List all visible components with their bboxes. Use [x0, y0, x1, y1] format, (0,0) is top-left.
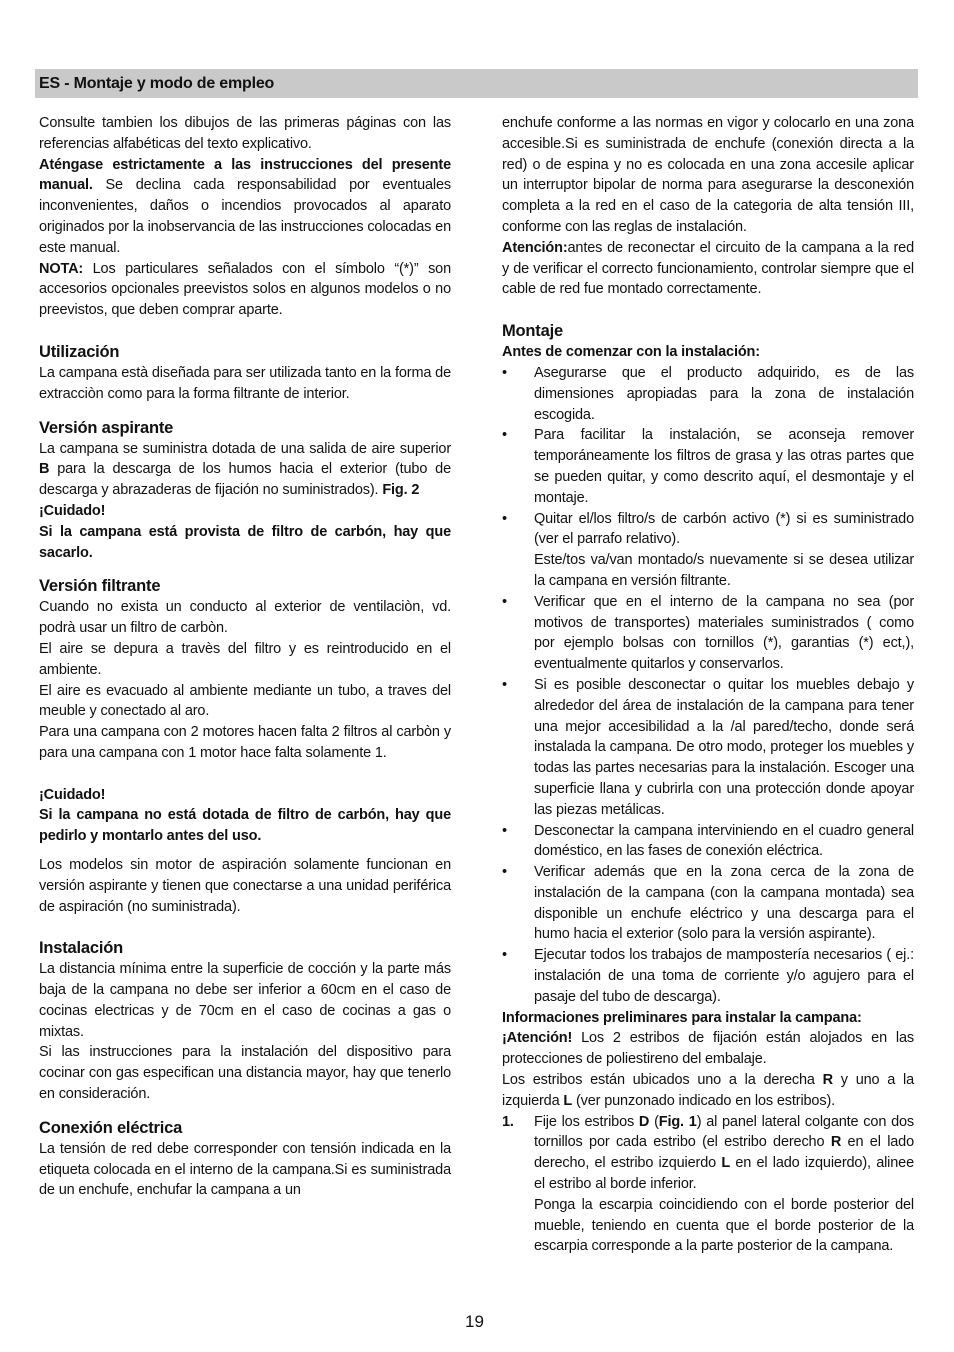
- step-item: [502, 1112, 914, 1258]
- prelim-heading: Informaciones preliminares para instalar la campana:: [502, 1009, 862, 1026]
- aspirante-caution: ¡Cuidado!: [39, 502, 106, 519]
- list-item: [502, 592, 914, 675]
- prelim-text-c: (ver punzonado indicado en los estribos).: [572, 1092, 836, 1109]
- step-text-a: Fije los estribos: [534, 1113, 639, 1130]
- aspirante-text-2: para la descarga de los humos hacia el exterior (tubo de descarga y abrazaderas de fijación no suministrados).: [39, 461, 451, 499]
- instalacion-heading: Instalación: [39, 939, 123, 958]
- prelim-atencion: [502, 1028, 914, 1070]
- step-text-e: en el lado izquierdo), alinee el estribo al borde inferior.: [534, 1155, 914, 1193]
- conexion-heading: Conexión eléctrica: [39, 1118, 183, 1137]
- list-item-text: Desconectar la campana interviniendo en el cuadro general doméstico, en las fases de conexión eléctrica.: [534, 822, 914, 860]
- list-item-text-extra: Este/tos va/van montado/s nuevamente si se desea utilizar la campana en versión filtrante.: [534, 552, 914, 589]
- list-item: [502, 425, 914, 508]
- aspirante-text: [39, 439, 451, 501]
- prelim-ref-l: L: [563, 1092, 573, 1109]
- step-ref-d: D: [638, 1113, 650, 1130]
- bullet-icon: •: [502, 676, 507, 693]
- filtrante-caution: ¡Cuidado!: [39, 786, 106, 803]
- prelim-atencion-text: Los 2 estribos de fijación están alojados en las protecciones de poliestireno del embalaje.: [502, 1030, 914, 1068]
- montaje-heading: Montaje: [502, 322, 563, 341]
- right-column: [502, 113, 914, 1257]
- list-item-text: Para facilitar la instalación, se aconseja remover temporáneamente los filtros de grasa y las otras partes que se pueden quitar, y como descrito aquí, el desmontaje y el montaje.: [534, 427, 914, 506]
- intro-warning-text: Se declina cada responsabilidad por eventuales inconvenientes, daños o incendios provocados al aparato originados por la inobservancia de las instrucciones colocadas en este manual.: [39, 177, 451, 256]
- atencion-label: Atención:: [502, 239, 568, 256]
- filtrante-p3: El aire es evacuado al ambiente mediante un tubo, a traves del meuble y conectado al aro.: [39, 682, 451, 720]
- prelim-text-a: Los estribos están ubicados uno a la derecha: [502, 1072, 823, 1089]
- aspirante-text-1: La campana se suministra dotada de una salida de aire superior: [39, 440, 451, 457]
- prelim-atencion-label: ¡Atención!: [502, 1030, 573, 1047]
- filtrante-p4: Para una campana con 2 motores hacen falta 2 filtros al carbòn y para una campana con 1 motor hace falta solamente 1.: [39, 724, 451, 761]
- aspirante-heading: Versión aspirante: [39, 418, 174, 437]
- nota-paragraph: [39, 259, 451, 321]
- filtrante-p5: Los modelos sin motor de aspiración solamente funcionan en versión aspirante y tienen que conectarse a una unidad periférica de aspiración (no suministrada).: [39, 856, 451, 915]
- list-item: [502, 363, 914, 425]
- prelim-estribos: [502, 1070, 914, 1112]
- conexion-continued: enchufe conforme a las normas en vigor y colocarlo en una zona accesible.Si es suministrada de enchufe (conexión directa a la red) o de espina y no es colocada en una zona accesile aplicar un interruptor bipolar de norma para asegurarse la desconexión completa a la red en el caso de la categoria de alta tensión III, conforme con las reglas de instalación.: [502, 115, 914, 235]
- section-header-bar: [35, 69, 918, 98]
- left-column: [39, 113, 451, 1201]
- prelim-ref-r: R: [822, 1072, 833, 1089]
- aspirante-ref-b: B: [39, 461, 50, 478]
- list-item: [502, 509, 914, 592]
- filtrante-p2: El aire se depura a travès del filtro y es reintroducido en el ambiente.: [39, 640, 451, 678]
- filtrante-warning: Si la campana no está dotada de filtro de carbón, hay que pedirlo y montarlo antes del uso.: [39, 807, 451, 845]
- prelim-text-b: y uno a la izquierda: [502, 1072, 914, 1109]
- list-item: [502, 862, 914, 945]
- step-text-d: en el lado derecho, el estribo izquierdo: [534, 1134, 915, 1172]
- nota-label: NOTA:: [39, 260, 84, 277]
- intro-paragraph: Consulte tambien los dibujos de las primeras páginas con las referencias alfabéticas del texto explicativo.: [39, 115, 451, 152]
- conexion-p1: La tensión de red debe corresponder con tensión indicada en la etiqueta colocada en el interno de la campana.Si es suministrada de un enchufe, enchufar la campana a un: [39, 1140, 451, 1199]
- nota-text: Los particulares señalados con el símbolo “(*)” son accesorios opcionales preevistos solos en algunos modelos o no preevistos, que deben comprar aparte.: [39, 260, 451, 319]
- instalacion-p1: La distancia mínima entre la superficie de cocción y la parte más baja de la campana no debe ser inferior a 60cm en el caso de cocinas electricas y de 70cm en el caso de cocinas a gas o mixtas.: [39, 961, 451, 1040]
- step-ref-r: R: [830, 1134, 842, 1151]
- filtrante-p1: Cuando no exista un conducto al exterior de ventilaciòn, vd. podrà usar un filtro de carbòn.: [39, 599, 451, 637]
- bullet-icon: •: [502, 364, 507, 381]
- atencion-paragraph: [502, 238, 914, 300]
- aspirante-warning: Si la campana está provista de filtro de carbón, hay que sacarlo.: [39, 523, 451, 561]
- aspirante-fig-ref: Fig. 2: [382, 482, 420, 499]
- page-number: 19: [465, 1312, 484, 1331]
- instalacion-p2: Si las instrucciones para la instalación del dispositivo para cocinar con gas especifican una distancia mayor, hay que tenerlo en consideración.: [39, 1044, 451, 1103]
- bullet-icon: •: [502, 510, 507, 527]
- list-item-text: Asegurarse que el producto adquirido, es de las dimensiones apropiadas para la zona de instalación escogida.: [534, 364, 914, 423]
- list-item: [502, 945, 914, 1007]
- list-item-text: Si es posible desconectar o quitar los muebles debajo y alrededor del área de instalación de la campana para tener una mejor accesibilidad a la /al pared/techo, donde será instalada la campana. De otro modo, proteger los muebles y todas las partes necesarias para la instalación. Escoger una superficie llana y cubrirla con una protección donde apoyar las piezas metálicas.: [534, 676, 914, 818]
- filtrante-heading: Versión filtrante: [39, 577, 161, 596]
- bullet-icon: •: [502, 822, 507, 839]
- utilizacion-text: La campana està diseñada para ser utilizada tanto en la forma de extracciòn como para la forma filtrante de interior.: [39, 364, 451, 402]
- bullet-icon: •: [502, 947, 507, 964]
- bullet-icon: •: [502, 427, 507, 444]
- bullet-icon: •: [502, 593, 507, 610]
- intro-warning-bold: Aténgase estrictamente a las instrucciones del presente manual.: [39, 156, 451, 194]
- list-item-text: Quitar el/los filtro/s de carbón activo (*) si es suministrado (ver el parrafo relativo).: [534, 510, 914, 548]
- utilizacion-heading: Utilización: [39, 342, 120, 361]
- list-item-text: Ejecutar todos los trabajos de mampostería necesarios ( ej.: instalación de una toma de corriente y/o agujero para el pasaje del tubo de descarga).: [534, 947, 914, 1005]
- step-ref-l: L: [721, 1155, 731, 1172]
- bullet-icon: •: [502, 864, 507, 881]
- step-text-p2: Ponga la escarpia coincidiendo con el borde posterior del mueble, teniendo en cuenta que el borde posterior de la escarpia corresponde a la parte posterior de la campana.: [534, 1196, 914, 1255]
- atencion-text: antes de reconectar el circuito de la campana a la red y de verificar el correcto funcionamiento, controlar siempre que el cable de red fue montado correctamente.: [502, 239, 914, 298]
- list-item-text: Verificar además que en la zona cerca de la zona de instalación de la campana (con la campana montada) sea disponible un enchufe eléctrico y una descarga para el humo hacia el exterior (solo para la versión aspirante).: [534, 864, 914, 943]
- montaje-checklist: [502, 363, 914, 1008]
- list-item: [502, 675, 914, 821]
- section-title: ES - Montaje y modo de empleo: [39, 75, 275, 92]
- step-number: 1.: [502, 1113, 514, 1130]
- step-fig-ref: Fig. 1: [658, 1113, 697, 1130]
- montaje-subtitle: Antes de comenzar con la instalación:: [502, 344, 760, 361]
- list-item: [502, 821, 914, 863]
- steps-list: [502, 1112, 914, 1258]
- list-item-text: Verificar que en el interno de la campana no sea (por motivos de transportes) materiales suministrados ( como por ejemplo bolsas con tornillos (*), garantias (*) ect,), eventualmente quitarlos y conservarlos.: [534, 593, 914, 673]
- step-text-b: (: [649, 1113, 659, 1130]
- step-text-c: ) al panel lateral colgante con dos tornillos por cada estribo (el estribo derecho: [534, 1113, 914, 1151]
- intro-warning-paragraph: [39, 155, 451, 259]
